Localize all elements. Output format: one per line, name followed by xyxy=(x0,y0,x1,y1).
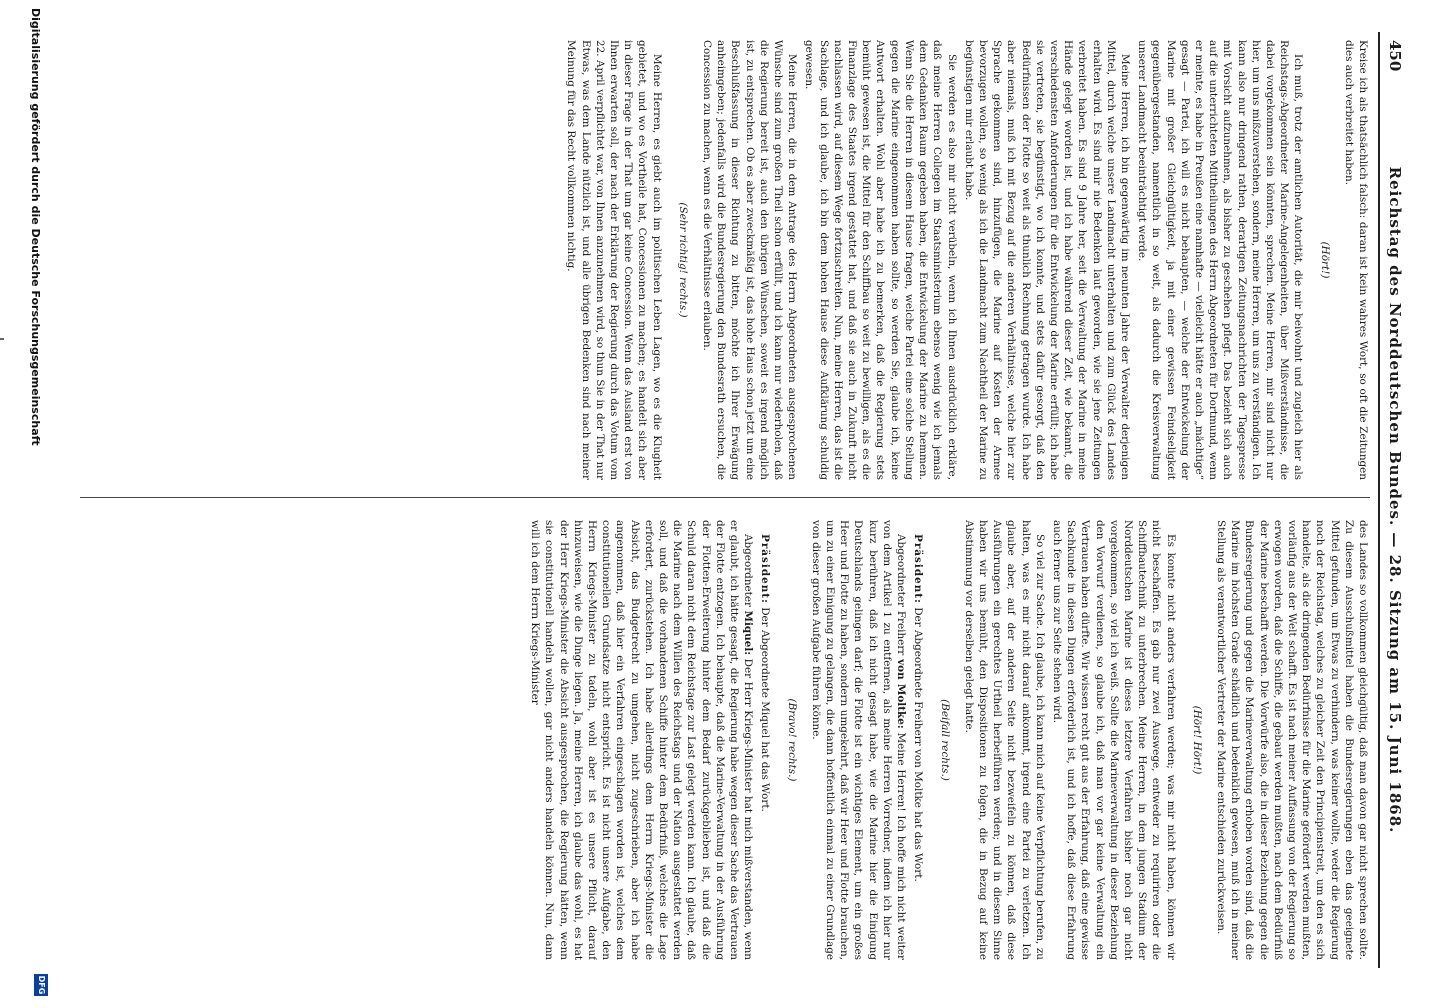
speech-text: Der Abgeordnete Miquel hat das Wort. xyxy=(759,607,772,812)
paragraph: Es konnte nicht anders verfahren werden; was mir nicht haben, können wir nicht beschaffen. Es gab nur zwei Auswege, entweder zu requiriren oder die Schiffbautechnik zu unterbrechen. Meine Herren, in dem jungen Stadium der Norddeutschen Marine ist dieses letztere Verfahren bisher noch gar nicht vorgekommen, so viel ich weiß. Sollte die Marineverwaltung in dieser Beziehung den Vorwurf verdienen, so glaube ich, daß man vor gar keine Verwaltung ein Vertrauen haben dürfte. Wir wissen recht gut aus der Erfahrung, daß eine gewisse Sachkunde in diesen Dingen erforderlich ist, und ich hoffe, daß diese Erfahrung auch ferner uns zur Seite stehen wird. xyxy=(1050,520,1177,960)
speech-text: Der Abgeordnete Freiherr von Moltke hat das Wort. xyxy=(912,607,925,882)
header-rule xyxy=(1378,32,1380,968)
speech-announcement xyxy=(758,520,772,960)
paragraph: Meine Herren, ich bin gegenwärtig im neunten Jahre der Verwalter derjenigen Mittel, durch welche unsere Landmacht unterhalten und zum Glück des Landes erhalten wird. Es sind mir nie Bedenken laut geworden, wie sie jene Zeitungen verbreitet haben. Es sind 9 Jahre her, seit die Verwaltung der Marine in meine Hände gelegt worden ist, und ich habe während dieser Zeit, wie bekannt, die verschiedensten Anforderungen für die Entwickelung der Marine erfüllt; ich habe sie vertreten, sie begünstigt, wo ich konnte, und stets dafür gesorgt, daß den Bedürfnissen der Flotte so weit als thunlich Rechnung getragen wurde. Ich habe aber niemals, muß ich mit Bezug auf die anderen Verhältnisse, welche hier zur Sprache gekommen sind, hinzufügen, die Marine auf Kosten der Armee bevorzugen wollen, so wenig als ich die Landmacht zum Nachtheil der Marine zu begünstigen mir erlaubt habe. xyxy=(962,40,1131,480)
speaker-prefix: Abgeordneter Freiherr xyxy=(895,534,908,656)
paragraph: Sie werden es also mir nicht verübeln, wenn ich Ihnen ausdrücklich erkläre, daß meine Herren Collegen im Staatsministerium ebenso wenig wie ich jemals dem Gedanken Raum gegeben haben, die Entwickelung der Marine zu hemmen. Wenn Sie die Herren in diesem Hause fragen, welche Partei eine solche Stellung gegen die Marine eingenommen haben sollte, so werden Sie, glaube ich, keine Antwort erhalten. Wohl aber habe ich zu bemerken, daß die Regierung stets bemüht gewesen ist, die Mittel für den Schiffbau so weit zu bewilligen, als es die Finanzlage des Staates irgend gestattet hat, und daß sie auch in Zukunft nicht nachlassen wird, auf diesem Wege fortzuschreiten. Nun, meine Herren, das ist die Sachlage, und ich glaube, ich bin dem hohen Hause diese Aufklärung schuldig gewesen. xyxy=(803,40,958,480)
paragraph: So viel zur Sache. Ich glaube, ich kann mich auf keine Verpflichtung berufen, zu halten, was es mir nicht darauf ankommt, irgend eine Partei zu verletzen. Ich glaube aber, auf der anderen Seite nicht bezweifeln zu können, daß diese Ausführungen ein gerechtes Urtheil herbeiführen werden; und in diesem Sinne haben wir uns bemüht, den Dispositionen zu folgen, die in Bezug auf keine Abstimmung vor derselben gelegt hatte. xyxy=(962,520,1046,960)
page-title: Reichstag des Norddeutschen Bundes. — 28. Sitzung am 15. Juni 1868. xyxy=(1386,166,1404,834)
paragraph: Kreise ich als thatsächlich falsch: daran ist kein wahres Wort, so oft die Zeitungen dies auch verbreitet haben. xyxy=(1342,40,1369,480)
page-number: 450 xyxy=(1386,40,1404,72)
speaker-name: Miquel: xyxy=(742,610,755,656)
left-column xyxy=(70,40,1370,480)
paragraph: Ich muß, trotz der amtlichen Autorität, die mir beiwohnt und zugleich hier als Reichstags-Abgeordneter Marine-Angelegenheiten, über Mißverständnisse, die dabei vorgekommen sein könnten, sprechen. Meine Herren, mir sind nicht nur hier, um uns mißzuverstehen, sondern, meine Herren, um uns zu verständigen. Ich kann also nur dringend rathen, derartigen Zeitungsnachrichten der Tagespresse mit Vorsicht aufzunehmen, als bisher zu geschehen pflegt. Das bezieht sich auch auf die unterrichteten Mittheilungen des Herrn Abgeordneten für Dortmund, wenn er meinte, es habe in Preußen eine namhafte — vielleicht hätte er auch „mächtige“ gesagt — Partei, ich will es nicht behaupten, — welche der Entwickelung der Marine mit großer Gleichgültigkeit, ja mit einer gewissen Feindseligkeit gegenübergestanden, namentlich in so weit, als dadurch die Kreisverwaltung unserer Landmacht beeinträchtigt werde. xyxy=(1136,40,1305,480)
paragraph: des Landes so vollkommen gleichgültig, daß man davon gar nicht sprechen sollte. Zu diesem Ausschußmittel haben die Bundesregierungen eben das geeignete Mittel gefunden, um Etwas zu verhindern, was keiner wollte, weder die Regierung noch der Reichstag, welches zu gleicher Zeit den Principienstreit, um den es sich handelte, als die dringenden Bedürfnisse für die Marine gefördert werden mußten, vorläufig aus der Welt schafft. Es ist nach meiner Auffassung von der Regierung so erwogen worden, daß die Schiffe, die gebaut werden mußten, nach dem Bedürfniß der Marine beschafft werden. Die Vorwürfe also, die in dieser Beziehung gegen die Bundesregierung und gegen die Marineverwaltung erhoben worden sind, daß die Marine im höchsten Grade schädlich und bedenklich gewesen, muß ich in meiner Stellung als verantwortlicher Vertreter der Marine entschieden zurückweisen. xyxy=(1214,520,1369,960)
paragraph: Meine Herren, die in dem Antrage des Herrn Abgeordneten ausgesprochenen Wünsche sind zum großen Theil schon erfüllt, und ich kann nur wiederholen, daß die Regierung bereit ist, auch den übrigen Wünschen, soweit es irgend möglich ist, zu entsprechen. Ob es aber zweckmäßig ist, das hohe Haus schon jetzt um eine Beschlußfassung in dieser Richtung zu bitten, möchte ich Ihrer Erwägung anheimgeben; jedenfalls wird die Bundesregierung den Bundesrath ersuchen, die Concession zu machen, wenn es die Verhältnisse erlauben. xyxy=(701,40,799,480)
right-column xyxy=(70,520,1370,960)
interjection: (Bravo! rechts.) xyxy=(785,698,798,782)
scan-speck xyxy=(0,338,4,340)
interjection: (Hört!) xyxy=(1318,241,1331,279)
interjection: (Beifall rechts.) xyxy=(938,699,951,781)
paragraph: Meine Herren, es giebt auch im politischen Leben Lagen, wo es die Klugheit gebietet, und wo es Vortheile hat, Concessionen zu machen; es handelt sich aber in dieser Frage in der That um gar keine Concession. Wenn das Ausland erst von Ihnen erwarten soll, der nach der Erklärung der Regierung durch das Votum vom 22. April verpflichtet war, von Ihnen anzunehmen wird, so thun Sie in der That nur Etwas, was dem Lande nützlich ist, und alle übrigen Bedenken sind nach meiner Meinung für das Recht vollkommen nichtig. xyxy=(565,40,663,480)
column-divider xyxy=(80,497,1370,498)
speech-text: Der Herr Kriegs-Minister hat mich mißverstanden, wenn er glaubt, ich hätte gesagt, die Regierung habe wegen dieser Sache das Vertrauen der Flotte entzogen. Ich behaupte, daß die Marine-Verwaltung in der Ausführung der Flotten-Erweiterung hinter dem Bedarf zurückgeblieben ist, und daß die Schuld daran nicht dem Reichstage zur Last gelegt werden kann. Ich glaube, daß die Marine nach dem Willen des Reichstags und der Nation ausgestattet werden soll, und daß die vorhandenen Schiffe hinter dem Bedürfniß, welches die Lage erfordert, zurückstehen. Ich habe allerdings dem Herrn Kriegs-Minister die Absicht, das Budgetrecht zu umgehen, nicht zugeschrieben, aber ich habe angenommen, daß hier ein Verfahren eingeschlagen worden ist, welches dem constitutionellen Grundsatze nicht entspricht. Es ist nicht unsere Aufgabe, den Herrn Kriegs-Minister zu tadeln, wohl aber ist es unsere Pflicht, darauf hinzuweisen, wie die Dinge liegen. Ja, meine Herren, ich glaube das wohl, es hat der Herr Kriegs-Minister die Absicht ausgesprochen, die Regierung hätten, wenn sie constitutionell handeln wollen, gar nicht anders handeln können. Nun, dann will ich dem Herrn Kriegs-Minister xyxy=(529,520,755,960)
interjection: (Hört! Hört!) xyxy=(1190,705,1203,775)
speech-text: Meine Herren! Ich hoffe mich nicht weiter von dem Artikel 1 zu entfernen, als meine Herren Vorredner, indem ich hier nur kurz berühren, daß ich nicht gesagt habe, wie die Marine hier die Einigung Deutschlands gelingen darf; die Flotte ist ein wichtiges Element, um ein großes Heer und Flotte zu haben, sondern umgekehrt, daß wir Heer und Flotte brauchen, um zu einer Einigung zu gelangen, die dann hoffentlich einmal zu einer Grundlage von dieser großen Aufgabe führen könne. xyxy=(809,520,908,960)
speech-announcement xyxy=(911,520,925,960)
speaker-label: Präsident: xyxy=(912,534,925,604)
speaker-name: von Moltke: xyxy=(895,659,908,729)
speech xyxy=(528,520,755,960)
dfg-logo: DFG xyxy=(34,974,48,996)
running-head xyxy=(1378,32,1410,968)
interjection: (Sehr richtig! rechts.) xyxy=(676,202,689,318)
speaker-prefix: Abgeordneter xyxy=(742,534,755,607)
digitization-credit: Digitalisierung gefördert durch die Deutsche Forschungsgemeinschaft xyxy=(29,8,42,446)
speech xyxy=(809,520,908,960)
speaker-label: Präsident: xyxy=(759,534,772,604)
